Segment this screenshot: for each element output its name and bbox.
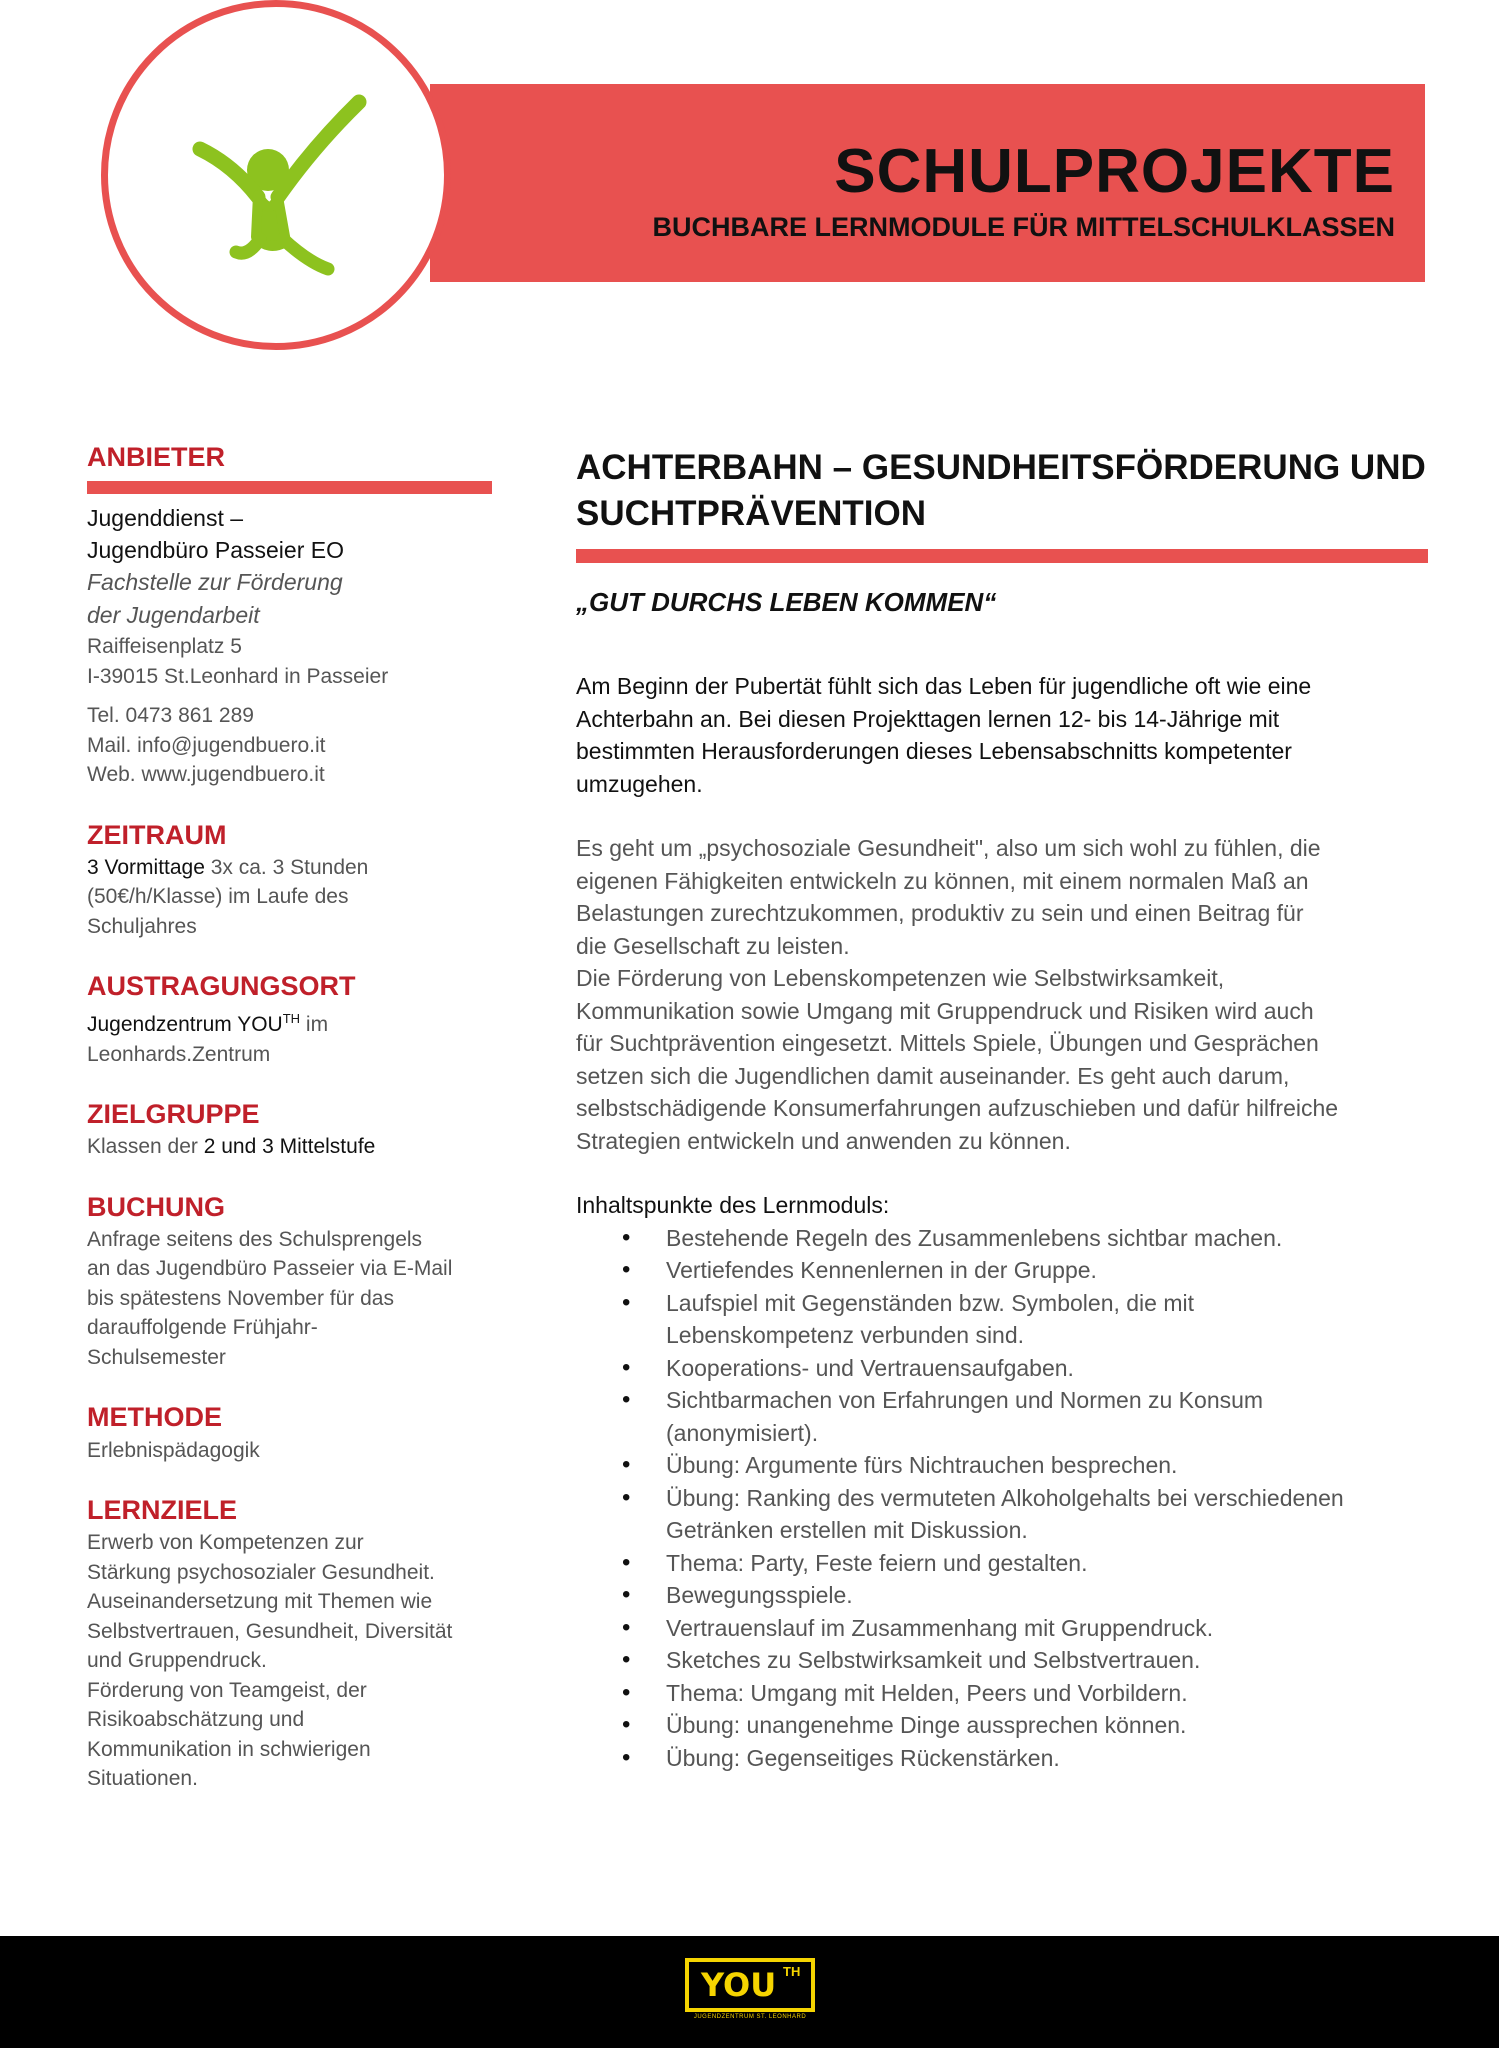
list-item: • Bewegungsspiele.	[666, 1579, 1428, 1612]
intro-line: Achterbahn an. Bei diesen Projekttagen lernen 12- bis 14-Jährige mit	[576, 705, 1280, 732]
methode-text: Erlebnispädagogik	[87, 1438, 260, 1462]
zielgruppe-bold: 2 und 3 Mittelstufe	[203, 1135, 376, 1159]
list-item: • Laufspiel mit Gegenständen bzw. Symbolen, die mit Lebenskompetenz verbunden sind.	[666, 1287, 1428, 1352]
venue-rest: im	[300, 1013, 329, 1037]
lernziele-line: und Gruppendruck.	[87, 1649, 267, 1673]
lernziele-line: Situationen.	[87, 1767, 198, 1791]
module-title-line1: ACHTERBAHN – GESUNDHEITSFÖRDERUNG UND	[576, 448, 1426, 487]
email[interactable]: Mail. info@jugendbuero.it	[87, 733, 326, 757]
provider-desc-line2: der Jugendarbeit	[87, 602, 260, 629]
venue-name: Jugendzentrum YOU	[87, 1013, 283, 1037]
list-item: • Übung: Argumente fürs Nichtrauchen besprechen.	[666, 1449, 1428, 1482]
header-banner	[430, 84, 1425, 282]
lernziele-line: Stärkung psychosozialer Gesundheit.	[87, 1560, 435, 1584]
list-item: • Thema: Umgang mit Helden, Peers und Vorbildern.	[666, 1677, 1428, 1710]
sidebar	[87, 440, 492, 1794]
title-divider	[576, 549, 1428, 563]
body-line: Belastungen zurechtzukommen, produktiv zu sein und einen Beitrag für	[576, 900, 1304, 926]
address-line1: Raiffeisenplatz 5	[87, 635, 242, 659]
main-content	[576, 445, 1428, 1774]
provider-desc-line1: Fachstelle zur Förderung	[87, 569, 343, 596]
youth-logo-text: YOU	[701, 1966, 777, 2004]
buchung-heading: BUCHUNG	[87, 1191, 225, 1222]
body-line: Es geht um „psychosoziale Gesundheit", also um sich wohl zu fühlen, die	[576, 835, 1321, 861]
austragungsort-heading: AUSTRAGUNGSORT	[87, 971, 356, 1002]
list-item: • Übung: unangenehme Dinge aussprechen können.	[666, 1709, 1428, 1742]
module-title-line2: SUCHTPRÄVENTION	[576, 494, 927, 533]
buchung-line: Anfrage seitens des Schulsprengels	[87, 1227, 423, 1251]
lernziele-line: Kommunikation in schwierigen	[87, 1737, 371, 1761]
zeitraum-rest: 3x ca. 3 Stunden	[204, 855, 369, 879]
page-title: SCHULPROJEKTE	[834, 137, 1395, 206]
anbieter-divider	[87, 481, 492, 494]
provider-name-line1: Jugenddienst –	[87, 505, 244, 532]
youth-logo	[685, 1958, 815, 2012]
body-line: Strategien entwickeln und anwenden zu können.	[576, 1127, 1071, 1154]
lernziele-line: Auseinandersetzung mit Themen wie	[87, 1590, 433, 1614]
list-item: • Sketches zu Selbstwirksamkeit und Selbstvertrauen.	[666, 1644, 1428, 1677]
body-line: eigenen Fähigkeiten entwickeln zu können, mit einem normalen Maß an	[576, 867, 1309, 894]
zeitraum-heading: ZEITRAUM	[87, 819, 227, 850]
zeitraum-bold: 3 Vormittage	[87, 855, 205, 879]
list-item: • Übung: Gegenseitiges Rückenstärken.	[666, 1742, 1428, 1775]
buchung-line: an das Jugendbüro Passeier via E-Mail	[87, 1257, 453, 1281]
list-item: • Vertiefendes Kennenlernen in der Gruppe.	[666, 1254, 1428, 1287]
lernziele-heading: LERNZIELE	[87, 1495, 238, 1526]
module-motto: „GUT DURCHS LEBEN KOMMEN“	[576, 587, 997, 617]
buchung-line: darauffolgende Frühjahr-	[87, 1316, 318, 1340]
website[interactable]: Web. www.jugendbuero.it	[87, 763, 325, 787]
address-line2: I-39015 St.Leonhard in Passeier	[87, 664, 389, 688]
body-line: Kommunikation sowie Umgang mit Gruppendruck und Risiken wird auch	[576, 997, 1314, 1024]
list-item: • Kooperations- und Vertrauensaufgaben.	[666, 1352, 1428, 1385]
zielgruppe-heading: ZIELGRUPPE	[87, 1099, 260, 1130]
lernziele-line: Risikoabschätzung und	[87, 1708, 305, 1732]
youth-logo-sup: TH	[783, 1964, 801, 1979]
footer	[0, 1936, 1499, 2048]
list-item: • Bestehende Regeln des Zusammenlebens sichtbar machen.	[666, 1222, 1428, 1255]
body-line: setzen sich die Jugendlichen damit auseinander. Es geht auch darum,	[576, 1062, 1290, 1089]
list-heading: Inhaltspunkte des Lernmoduls:	[576, 1192, 890, 1218]
buchung-line: bis spätestens November für das	[87, 1286, 394, 1310]
jumping-figure-icon	[108, 7, 444, 343]
lernziele-line: Erwerb von Kompetenzen zur	[87, 1531, 364, 1555]
list-item: • Thema: Party, Feste feiern und gestalten.	[666, 1547, 1428, 1580]
methode-heading: METHODE	[87, 1402, 222, 1433]
buchung-line: Schulsemester	[87, 1345, 226, 1369]
intro-line: bestimmten Herausforderungen dieses Lebensabschnitts kompetenter	[576, 738, 1292, 764]
anbieter-heading: ANBIETER	[87, 442, 226, 472]
intro-line: Am Beginn der Pubertät fühlt sich das Leben für jugendliche oft wie eine	[576, 673, 1312, 699]
intro-line: umzugehen.	[576, 770, 703, 797]
content-list	[576, 1222, 1428, 1775]
provider-name-line2: Jugendbüro Passeier EO	[87, 537, 344, 564]
list-item: • Vertrauenslauf im Zusammenhang mit Gruppendruck.	[666, 1612, 1428, 1645]
list-item: • Sichtbarmachen von Erfahrungen und Normen zu Konsum (anonymisiert).	[666, 1384, 1428, 1449]
body-line: für Suchtprävention eingesetzt. Mittels Spiele, Übungen und Gesprächen	[576, 1030, 1319, 1056]
venue-sup: TH	[282, 1011, 301, 1027]
zielgruppe-text	[87, 1132, 492, 1162]
lernziele-line: Förderung von Teamgeist, der	[87, 1678, 367, 1702]
phone: Tel. 0473 861 289	[87, 704, 254, 728]
austragungsort-line1	[87, 1004, 492, 1040]
page-subtitle: BUCHBARE LERNMODULE FÜR MITTELSCHULKLASSEN	[652, 212, 1395, 242]
zeitraum-line2: (50€/h/Klasse) im Laufe des	[87, 885, 349, 909]
zeitraum-line1	[87, 853, 492, 883]
zeitraum-line3: Schuljahres	[87, 914, 197, 938]
body-line: Die Förderung von Lebenskompetenzen wie Selbstwirksamkeit,	[576, 965, 1225, 991]
youth-logo-caption: JUGENDZENTRUM ST. LEONHARD	[693, 2014, 807, 2020]
zielgruppe-pre: Klassen der	[87, 1135, 204, 1159]
body-line: selbstschädigende Konsumerfahrungen aufzuschieben und dafür hilfreiche	[576, 1095, 1339, 1121]
body-line: die Gesellschaft zu leisten.	[576, 932, 850, 959]
logo-circle	[101, 0, 451, 350]
lernziele-line: Selbstvertrauen, Gesundheit, Diversität	[87, 1619, 453, 1643]
austragungsort-line2: Leonhards.Zentrum	[87, 1042, 271, 1066]
list-item: • Übung: Ranking des vermuteten Alkoholgehalts bei verschiedenen Getränken erstellen mit Diskussion.	[666, 1482, 1428, 1547]
